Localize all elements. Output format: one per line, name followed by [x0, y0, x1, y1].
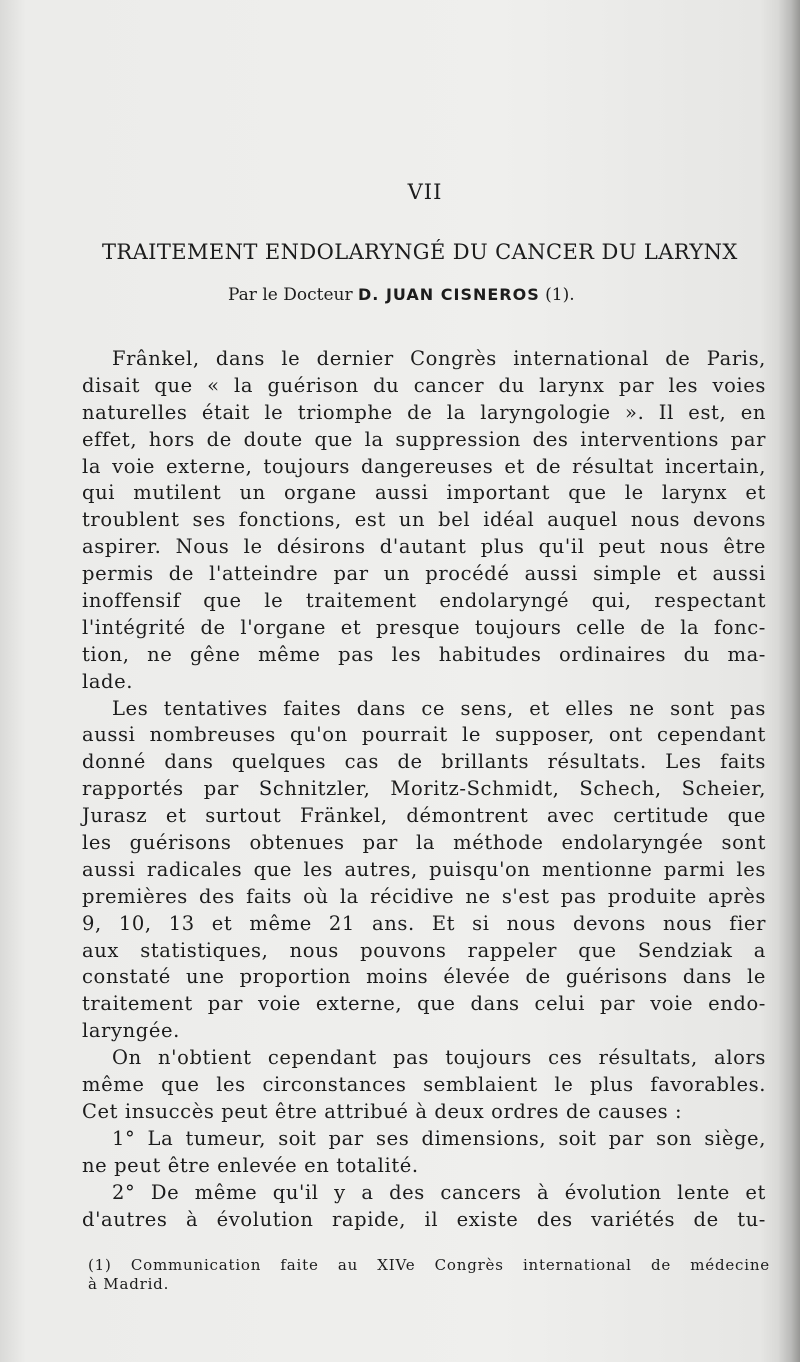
text-line: aussi radicales que les autres, puisqu'on mentionne parmi les	[82, 857, 766, 881]
text-line: On n'obtient cependant pas toujours ces résultats, alors	[112, 1046, 766, 1070]
spine-shadow	[778, 0, 800, 1362]
byline-prefix: Par le Docteur	[228, 285, 353, 305]
text-line: Frânkel, dans le dernier Congrès international de Paris,	[112, 347, 766, 370]
footnote	[88, 1256, 770, 1294]
text-line: 9, 10, 13 et même 21 ans. Et si nous devons nous fier	[82, 911, 766, 935]
body-text	[82, 346, 766, 1233]
text-line: donné dans quelques cas de brillants résultats. Les faits	[82, 750, 766, 774]
text-line: Les tentatives faites dans ce sens, et elles ne sont pas	[112, 696, 766, 720]
text-line: troublent ses fonctions, est un bel idéal auquel nous devons	[82, 508, 766, 532]
text-line: premières des faits où la récidive ne s'est pas produite après	[82, 884, 766, 908]
text-line: 1° La tumeur, soit par ses dimensions, soit par son siège,	[112, 1126, 766, 1150]
text-line: les guérisons obtenues par la méthode endolaryngée sont	[82, 831, 766, 855]
text-line: aussi nombreuses qu'on pourrait le supposer, ont cependant	[82, 723, 766, 747]
text-line: naturelles était le triomphe de la laryngologie ». Il est, en	[82, 400, 766, 424]
footnote-line: à Madrid.	[88, 1275, 170, 1293]
text-line: traitement par voie externe, que dans celui par voie endo-	[82, 992, 766, 1016]
text-line: rapportés par Schnitzler, Moritz-Schmidt, Schech, Scheier,	[82, 777, 766, 801]
text-line: inoffensif que le traitement endolaryngé qui, respectant	[82, 589, 766, 613]
text-line: permis de l'atteindre par un procédé aussi simple et aussi	[82, 562, 766, 586]
footnote-line: (1) Communication faite au XIVe Congrès international de médecine	[88, 1256, 770, 1274]
text-line: effet, hors de doute que la suppression des interventions par	[82, 427, 766, 451]
text-line: aspirer. Nous le désirons d'autant plus qu'il peut nous être	[82, 535, 766, 559]
text-line: tion, ne gêne même pas les habitudes ordinaires du ma-	[82, 642, 766, 666]
text-line: Cet insuccès peut être attribué à deux ordres de causes :	[82, 1099, 683, 1123]
text-line: l'intégrité de l'organe et presque toujours celle de la fonc-	[82, 615, 766, 639]
text-line: lade.	[82, 669, 134, 693]
text-line: la voie externe, toujours dangereuses et de résultat incertain,	[82, 454, 766, 478]
byline	[228, 285, 575, 305]
chapter-number: VII	[407, 180, 443, 204]
text-line: Jurasz et surtout Fränkel, démontrent avec certitude que	[82, 804, 766, 828]
author-name: D. JUAN CISNEROS	[358, 285, 540, 304]
chapter-title: TRAITEMENT ENDOLARYNGÉ DU CANCER DU LARYNX	[102, 240, 738, 264]
text-line: constaté une proportion moins élevée de guérisons dans le	[82, 965, 766, 989]
text-line: d'autres à évolution rapide, il existe des variétés de tu-	[82, 1207, 766, 1231]
text-line: ne peut être enlevée en totalité.	[82, 1153, 419, 1177]
text-line: laryngée.	[82, 1019, 180, 1043]
text-line: qui mutilent un organe aussi important que le larynx et	[82, 481, 766, 505]
text-line: 2° De même qu'il y a des cancers à évolution lente et	[112, 1180, 766, 1204]
text-line: disait que « la guérison du cancer du larynx par les voies	[82, 373, 766, 397]
text-line: aux statistiques, nous pouvons rappeler que Sendziak a	[82, 938, 766, 962]
text-line: même que les circonstances semblaient le plus favorables.	[82, 1073, 766, 1097]
footnote-reference: (1).	[545, 285, 575, 305]
